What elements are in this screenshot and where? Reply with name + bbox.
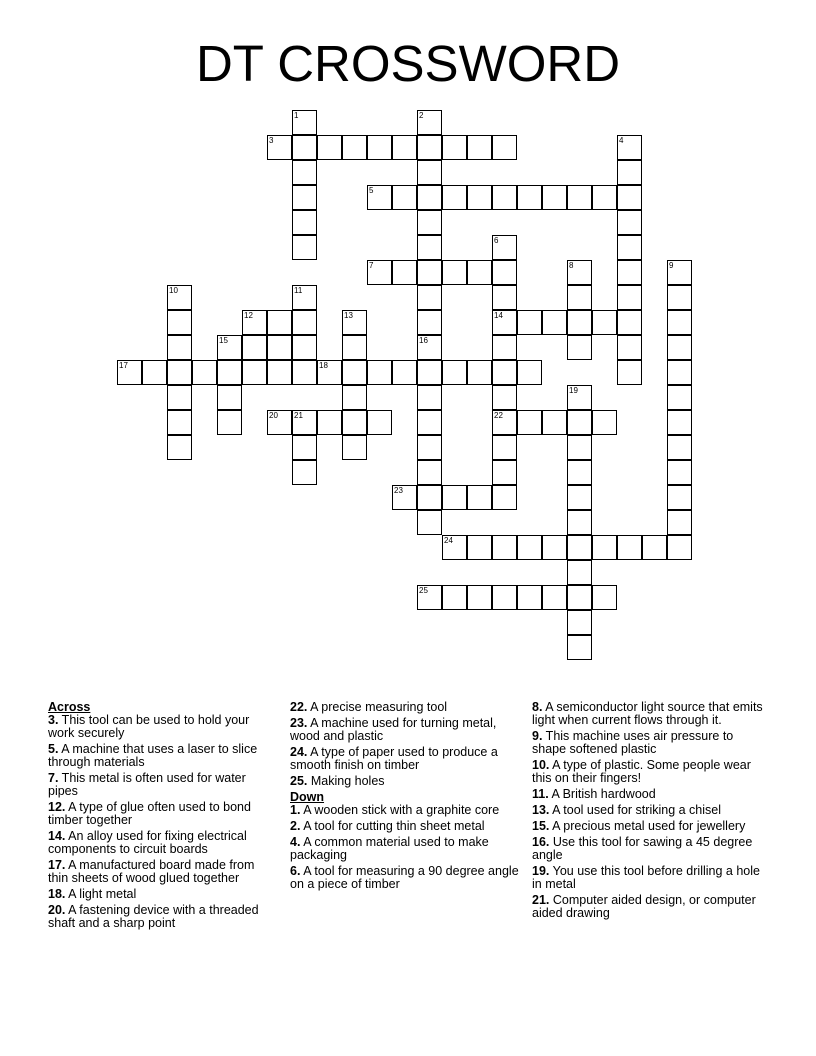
clue-item bbox=[532, 701, 764, 727]
clue-item bbox=[290, 701, 520, 714]
grid-cell[interactable] bbox=[142, 360, 167, 385]
grid-cell[interactable] bbox=[417, 235, 442, 260]
grid-cell[interactable] bbox=[567, 435, 592, 460]
grid-cell[interactable] bbox=[317, 410, 342, 435]
clue-item-number: 4. bbox=[290, 835, 301, 849]
grid-cell[interactable] bbox=[167, 360, 192, 385]
grid-cell[interactable] bbox=[567, 410, 592, 435]
grid-cell[interactable] bbox=[567, 185, 592, 210]
grid-cell[interactable] bbox=[667, 485, 692, 510]
grid-cell[interactable] bbox=[392, 485, 417, 510]
grid-cell[interactable] bbox=[667, 310, 692, 335]
grid-cell[interactable] bbox=[567, 485, 592, 510]
grid-cell[interactable] bbox=[642, 535, 667, 560]
grid-cell[interactable] bbox=[292, 210, 317, 235]
clue-item-number: 25. bbox=[290, 774, 308, 788]
grid-cell[interactable] bbox=[242, 310, 267, 335]
clue-item-number: 6. bbox=[290, 864, 301, 878]
clue-item-text: Making holes bbox=[307, 774, 385, 788]
grid-cell[interactable] bbox=[467, 585, 492, 610]
grid-cell[interactable] bbox=[417, 285, 442, 310]
grid-cell[interactable] bbox=[442, 185, 467, 210]
grid-cell[interactable] bbox=[367, 410, 392, 435]
grid-cell[interactable] bbox=[667, 535, 692, 560]
grid-cell[interactable] bbox=[492, 285, 517, 310]
clue-item-number: 22. bbox=[290, 700, 308, 714]
clue-item-text: You use this tool before drilling a hole in metal bbox=[532, 864, 760, 891]
grid-cell[interactable] bbox=[567, 560, 592, 585]
grid-cell[interactable] bbox=[267, 310, 292, 335]
grid-cell[interactable] bbox=[667, 335, 692, 360]
clue-item-text: A manufactured board made from thin sheets of wood glued together bbox=[48, 858, 255, 885]
grid-cell[interactable] bbox=[567, 385, 592, 410]
clue-item-number: 10. bbox=[532, 758, 550, 772]
grid-cell[interactable] bbox=[617, 260, 642, 285]
clue-number: 10 bbox=[169, 286, 178, 295]
clue-item-number: 1. bbox=[290, 803, 301, 817]
grid-cell[interactable] bbox=[217, 410, 242, 435]
clue-item bbox=[48, 904, 276, 930]
clue-item bbox=[48, 801, 276, 827]
grid-cell[interactable] bbox=[617, 185, 642, 210]
clue-item-number: 5. bbox=[48, 742, 59, 756]
grid-cell[interactable] bbox=[417, 360, 442, 385]
clue-number: 20 bbox=[269, 411, 278, 420]
clue-item bbox=[290, 820, 520, 833]
grid-cell[interactable] bbox=[617, 310, 642, 335]
grid-cell[interactable] bbox=[542, 585, 567, 610]
clue-item bbox=[532, 865, 764, 891]
clue-number: 18 bbox=[319, 361, 328, 370]
grid-cell[interactable] bbox=[442, 135, 467, 160]
grid-cell[interactable] bbox=[667, 510, 692, 535]
grid-cell[interactable] bbox=[292, 360, 317, 385]
grid-cell[interactable] bbox=[492, 460, 517, 485]
clue-item bbox=[532, 759, 764, 785]
clue-item-number: 18. bbox=[48, 887, 66, 901]
grid-cell[interactable] bbox=[167, 285, 192, 310]
grid-cell[interactable] bbox=[492, 535, 517, 560]
clue-number: 12 bbox=[244, 311, 253, 320]
grid-cell[interactable] bbox=[167, 410, 192, 435]
grid-cell[interactable] bbox=[342, 310, 367, 335]
clue-number: 15 bbox=[219, 336, 228, 345]
grid-cell[interactable] bbox=[217, 385, 242, 410]
grid-cell[interactable] bbox=[417, 110, 442, 135]
clue-item-text: A common material used to make packaging bbox=[290, 835, 489, 862]
clue-item-number: 2. bbox=[290, 819, 301, 833]
clue-item-text: A type of paper used to produce a smooth finish on timber bbox=[290, 745, 498, 772]
clue-item-text: Use this tool for sawing a 45 degree angle bbox=[532, 835, 753, 862]
grid-cell[interactable] bbox=[667, 260, 692, 285]
clue-item bbox=[48, 743, 276, 769]
grid-cell[interactable] bbox=[392, 360, 417, 385]
grid-cell[interactable] bbox=[442, 535, 467, 560]
clue-item bbox=[48, 888, 276, 901]
grid-cell[interactable] bbox=[667, 435, 692, 460]
clue-item-text: This metal is often used for water pipes bbox=[48, 771, 246, 798]
grid-cell[interactable] bbox=[517, 310, 542, 335]
clue-number: 4 bbox=[619, 136, 624, 145]
clue-item-number: 24. bbox=[290, 745, 308, 759]
clue-item-text: A machine that uses a laser to slice through materials bbox=[48, 742, 258, 769]
clues-column-3 bbox=[532, 701, 764, 923]
grid-cell[interactable] bbox=[492, 335, 517, 360]
grid-cell[interactable] bbox=[267, 410, 292, 435]
clue-item-number: 16. bbox=[532, 835, 550, 849]
grid-cell[interactable] bbox=[617, 235, 642, 260]
grid-cell[interactable] bbox=[592, 185, 617, 210]
grid-cell[interactable] bbox=[492, 585, 517, 610]
grid-cell[interactable] bbox=[367, 260, 392, 285]
clue-item-number: 11. bbox=[532, 787, 549, 801]
clue-number: 23 bbox=[394, 486, 403, 495]
clue-number: 19 bbox=[569, 386, 578, 395]
clue-number: 14 bbox=[494, 311, 503, 320]
clue-number: 1 bbox=[294, 111, 299, 120]
grid-cell[interactable] bbox=[567, 260, 592, 285]
grid-cell[interactable] bbox=[542, 185, 567, 210]
clue-item-text: This machine uses air pressure to shape softened plastic bbox=[532, 729, 734, 756]
grid-cell[interactable] bbox=[367, 360, 392, 385]
grid-cell[interactable] bbox=[467, 485, 492, 510]
clues-column-1 bbox=[48, 701, 276, 933]
clue-number: 9 bbox=[669, 261, 674, 270]
grid-cell[interactable] bbox=[467, 260, 492, 285]
grid-cell[interactable] bbox=[417, 210, 442, 235]
clue-item bbox=[48, 714, 276, 740]
grid-cell[interactable] bbox=[217, 335, 242, 360]
grid-cell[interactable] bbox=[292, 185, 317, 210]
grid-cell[interactable] bbox=[417, 310, 442, 335]
clue-number: 16 bbox=[419, 336, 428, 345]
grid-cell[interactable] bbox=[342, 335, 367, 360]
grid-cell[interactable] bbox=[492, 135, 517, 160]
grid-cell[interactable] bbox=[392, 185, 417, 210]
page-title: DT CROSSWORD bbox=[195, 35, 621, 92]
grid-cell[interactable] bbox=[192, 360, 217, 385]
clue-item-number: 12. bbox=[48, 800, 66, 814]
grid-cell[interactable] bbox=[492, 360, 517, 385]
grid-cell[interactable] bbox=[342, 360, 367, 385]
clue-item-text: Computer aided design, or computer aided drawing bbox=[532, 893, 756, 920]
grid-cell[interactable] bbox=[392, 135, 417, 160]
clue-item-number: 17. bbox=[48, 858, 66, 872]
grid-cell[interactable] bbox=[442, 260, 467, 285]
grid-cell[interactable] bbox=[292, 435, 317, 460]
grid-cell[interactable] bbox=[542, 310, 567, 335]
across-heading: Across bbox=[48, 700, 91, 714]
grid-cell[interactable] bbox=[617, 335, 642, 360]
clue-item bbox=[290, 865, 520, 891]
grid-cell[interactable] bbox=[567, 635, 592, 660]
clue-number: 25 bbox=[419, 586, 428, 595]
clue-item-text: A light metal bbox=[65, 887, 137, 901]
grid-cell[interactable] bbox=[292, 285, 317, 310]
clue-item-text: A British hardwood bbox=[548, 787, 656, 801]
clue-item bbox=[48, 830, 276, 856]
grid-cell[interactable] bbox=[442, 585, 467, 610]
grid-cell[interactable] bbox=[292, 160, 317, 185]
grid-cell[interactable] bbox=[617, 160, 642, 185]
grid-cell[interactable] bbox=[492, 310, 517, 335]
clue-item-text: A machine used for turning metal, wood and plastic bbox=[290, 716, 497, 743]
grid-cell[interactable] bbox=[417, 385, 442, 410]
grid-cell[interactable] bbox=[417, 460, 442, 485]
grid-cell[interactable] bbox=[292, 135, 317, 160]
grid-cell[interactable] bbox=[342, 410, 367, 435]
grid-cell[interactable] bbox=[167, 335, 192, 360]
grid-cell[interactable] bbox=[492, 485, 517, 510]
grid-cell[interactable] bbox=[592, 585, 617, 610]
grid-cell[interactable] bbox=[267, 360, 292, 385]
clue-number: 2 bbox=[419, 111, 424, 120]
clue-item bbox=[532, 788, 764, 801]
clue-number: 24 bbox=[444, 536, 453, 545]
grid-cell[interactable] bbox=[417, 335, 442, 360]
grid-cell[interactable] bbox=[667, 460, 692, 485]
grid-cell[interactable] bbox=[117, 360, 142, 385]
grid-cell[interactable] bbox=[417, 510, 442, 535]
grid-cell[interactable] bbox=[517, 185, 542, 210]
clue-item-number: 8. bbox=[532, 700, 543, 714]
clue-item bbox=[48, 772, 276, 798]
grid-cell[interactable] bbox=[342, 435, 367, 460]
clue-item-text: An alloy used for fixing electrical components to circuit boards bbox=[48, 829, 247, 856]
clue-number: 17 bbox=[119, 361, 128, 370]
grid-cell[interactable] bbox=[317, 360, 342, 385]
grid-cell[interactable] bbox=[417, 260, 442, 285]
grid-cell[interactable] bbox=[417, 410, 442, 435]
grid-cell[interactable] bbox=[592, 310, 617, 335]
clue-item-number: 19. bbox=[532, 864, 550, 878]
clue-item-number: 7. bbox=[48, 771, 59, 785]
grid-cell[interactable] bbox=[167, 310, 192, 335]
clue-number: 21 bbox=[294, 411, 303, 420]
grid-cell[interactable] bbox=[517, 585, 542, 610]
grid-cell[interactable] bbox=[667, 285, 692, 310]
grid-cell[interactable] bbox=[217, 360, 242, 385]
clue-item-number: 21. bbox=[532, 893, 550, 907]
grid-cell[interactable] bbox=[342, 135, 367, 160]
grid-cell[interactable] bbox=[517, 410, 542, 435]
clue-item-text: A fastening device with a threaded shaft and a sharp point bbox=[48, 903, 259, 930]
grid-cell[interactable] bbox=[292, 410, 317, 435]
clue-item bbox=[532, 804, 764, 817]
clue-item bbox=[532, 836, 764, 862]
down-heading: Down bbox=[290, 790, 325, 804]
grid-cell[interactable] bbox=[317, 135, 342, 160]
clue-item bbox=[290, 746, 520, 772]
clue-number: 5 bbox=[369, 186, 374, 195]
grid-cell[interactable] bbox=[242, 335, 267, 360]
grid-cell[interactable] bbox=[242, 360, 267, 385]
grid-cell[interactable] bbox=[667, 410, 692, 435]
clue-item-text: A semiconductor light source that emits light when current flows through it. bbox=[532, 700, 763, 727]
clue-item-text: A wooden stick with a graphite core bbox=[300, 803, 500, 817]
clue-item bbox=[532, 894, 764, 920]
grid-cell[interactable] bbox=[292, 335, 317, 360]
grid-cell[interactable] bbox=[567, 310, 592, 335]
clue-number: 3 bbox=[269, 136, 274, 145]
clue-item-number: 20. bbox=[48, 903, 66, 917]
clue-item-text: This tool can be used to hold your work securely bbox=[48, 713, 250, 740]
clue-number: 13 bbox=[344, 311, 353, 320]
grid-cell[interactable] bbox=[542, 410, 567, 435]
clue-item-number: 3. bbox=[48, 713, 59, 727]
grid-cell[interactable] bbox=[492, 435, 517, 460]
grid-cell[interactable] bbox=[292, 460, 317, 485]
grid-cell[interactable] bbox=[417, 135, 442, 160]
grid-cell[interactable] bbox=[617, 535, 642, 560]
grid-cell[interactable] bbox=[517, 360, 542, 385]
grid-cell[interactable] bbox=[617, 285, 642, 310]
clue-item-text: A tool for cutting thin sheet metal bbox=[300, 819, 485, 833]
grid-cell[interactable] bbox=[417, 435, 442, 460]
clue-item-number: 23. bbox=[290, 716, 308, 730]
clue-item-number: 14. bbox=[48, 829, 66, 843]
grid-cell[interactable] bbox=[617, 210, 642, 235]
grid-cell[interactable] bbox=[667, 360, 692, 385]
grid-cell[interactable] bbox=[467, 185, 492, 210]
grid-cell[interactable] bbox=[392, 260, 417, 285]
grid-cell[interactable] bbox=[492, 235, 517, 260]
grid-cell[interactable] bbox=[467, 135, 492, 160]
clue-item bbox=[290, 804, 520, 817]
clue-item-text: A precious metal used for jewellery bbox=[549, 819, 746, 833]
grid-cell[interactable] bbox=[567, 535, 592, 560]
clue-item-text: A type of plastic. Some people wear this on their fingers! bbox=[532, 758, 751, 785]
clue-item-text: A precise measuring tool bbox=[307, 700, 448, 714]
grid-cell[interactable] bbox=[442, 360, 467, 385]
grid-cell[interactable] bbox=[492, 410, 517, 435]
clue-item bbox=[290, 775, 520, 788]
grid-cell[interactable] bbox=[592, 410, 617, 435]
clue-item-text: A tool used for striking a chisel bbox=[549, 803, 722, 817]
clue-item-number: 15. bbox=[532, 819, 550, 833]
grid-cell[interactable] bbox=[492, 260, 517, 285]
clue-item bbox=[290, 717, 520, 743]
grid-cell[interactable] bbox=[417, 185, 442, 210]
grid-cell[interactable] bbox=[667, 385, 692, 410]
grid-cell[interactable] bbox=[367, 135, 392, 160]
clue-number: 11 bbox=[294, 286, 303, 295]
grid-cell[interactable] bbox=[567, 610, 592, 635]
grid-cell[interactable] bbox=[542, 535, 567, 560]
clue-item-text: A tool for measuring a 90 degree angle on a piece of timber bbox=[290, 864, 519, 891]
grid-cell[interactable] bbox=[592, 535, 617, 560]
clue-item-number: 13. bbox=[532, 803, 550, 817]
grid-cell[interactable] bbox=[492, 385, 517, 410]
grid-cell[interactable] bbox=[467, 360, 492, 385]
grid-cell[interactable] bbox=[517, 535, 542, 560]
clue-item-number: 9. bbox=[532, 729, 543, 743]
grid-cell[interactable] bbox=[417, 485, 442, 510]
clue-item-text: A type of glue often used to bond timber together bbox=[48, 800, 251, 827]
grid-cell[interactable] bbox=[267, 135, 292, 160]
clues-column-2 bbox=[290, 701, 520, 894]
clue-number: 7 bbox=[369, 261, 374, 270]
grid-cell[interactable] bbox=[292, 310, 317, 335]
grid-cell[interactable] bbox=[417, 585, 442, 610]
clue-item bbox=[48, 859, 276, 885]
grid-cell[interactable] bbox=[567, 460, 592, 485]
grid-cell[interactable] bbox=[167, 435, 192, 460]
grid-cell[interactable] bbox=[417, 160, 442, 185]
grid-cell[interactable] bbox=[292, 235, 317, 260]
grid-cell[interactable] bbox=[167, 385, 192, 410]
grid-cell[interactable] bbox=[442, 485, 467, 510]
grid-cell[interactable] bbox=[567, 510, 592, 535]
grid-cell[interactable] bbox=[617, 360, 642, 385]
grid-cell[interactable] bbox=[292, 110, 317, 135]
grid-cell[interactable] bbox=[617, 135, 642, 160]
grid-cell[interactable] bbox=[567, 285, 592, 310]
grid-cell[interactable] bbox=[467, 535, 492, 560]
grid-cell[interactable] bbox=[492, 185, 517, 210]
clue-item bbox=[532, 730, 764, 756]
grid-cell[interactable] bbox=[342, 385, 367, 410]
grid-cell[interactable] bbox=[367, 185, 392, 210]
clue-number: 22 bbox=[494, 411, 503, 420]
grid-cell[interactable] bbox=[267, 335, 292, 360]
clue-number: 8 bbox=[569, 261, 574, 270]
clue-item bbox=[290, 836, 520, 862]
clue-number: 6 bbox=[494, 236, 499, 245]
grid-cell[interactable] bbox=[567, 335, 592, 360]
grid-cell[interactable] bbox=[567, 585, 592, 610]
clue-item bbox=[532, 820, 764, 833]
